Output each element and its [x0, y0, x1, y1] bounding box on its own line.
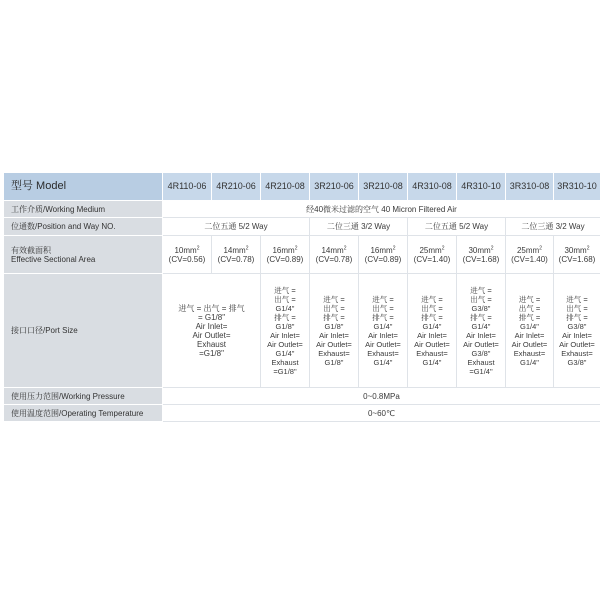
port-line: Exhaust	[197, 339, 226, 349]
port-size-cell	[310, 274, 359, 388]
sectional-area-cell	[261, 236, 310, 274]
port-line: 出气 =	[421, 303, 443, 313]
port-line: =G1/4"	[469, 366, 493, 376]
port-line: Air Outlet=	[267, 339, 303, 349]
cv-value: (CV=1.40)	[511, 254, 548, 264]
port-line: Exhaust	[271, 357, 299, 367]
working-medium-row	[4, 201, 600, 218]
model-cell: 3R210-08	[359, 173, 408, 201]
operating-temperature-value: 0~60℃	[163, 405, 600, 422]
port-line: 进气 =	[566, 294, 588, 304]
port-size-cell	[359, 274, 408, 388]
area-value: 30mm	[468, 245, 491, 255]
sectional-area-label-cn: 有效截面积	[11, 245, 51, 255]
port-line: G3/8"	[471, 348, 491, 358]
model-cell: 4R210-06	[212, 173, 261, 201]
area-unit-sup: 2	[490, 244, 494, 251]
port-line: 排气 =	[421, 312, 443, 322]
port-line: 进气 =	[323, 294, 345, 304]
port-line: Air Outlet=	[463, 339, 499, 349]
port-line: 出气 =	[372, 303, 394, 313]
port-line: 进气 =	[518, 294, 541, 304]
cv-value: (CV=0.89)	[266, 254, 304, 264]
area-unit-sup: 2	[586, 244, 590, 251]
port-line: 进气 =	[470, 285, 492, 295]
working-medium-value: 经40微米过滤的空气 40 Micron Filtered Air	[163, 201, 600, 218]
area-value: 25mm	[419, 245, 442, 255]
port-line: G1/4"	[373, 357, 393, 367]
port-line: Exhaust=	[367, 348, 399, 358]
port-size-cell	[163, 274, 261, 388]
port-line: G1/4"	[520, 357, 539, 367]
cv-value: (CV=1.68)	[558, 254, 596, 264]
port-line: = G1/8"	[197, 312, 226, 322]
port-line: G1/8"	[324, 357, 344, 367]
cv-value: (CV=1.40)	[413, 254, 451, 264]
port-line: Air Inlet=	[270, 330, 300, 340]
port-line: G1/4"	[520, 321, 539, 331]
port-line: Exhaust=	[318, 348, 350, 358]
working-pressure-row	[4, 388, 600, 405]
port-line: 排气 =	[372, 312, 394, 322]
port-line: Exhaust=	[416, 348, 448, 358]
position-way-group: 二位五通 5/2 Way	[163, 218, 310, 236]
area-unit-sup: 2	[294, 244, 298, 251]
model-cell: 4R110-06	[163, 173, 212, 201]
operating-temperature-row	[4, 405, 600, 422]
port-line: G1/4"	[422, 321, 442, 331]
port-line: G1/4"	[471, 321, 491, 331]
area-value: 14mm	[223, 245, 246, 255]
port-line: 进气 = 出气 = 排气	[178, 303, 245, 313]
port-line: Air Inlet=	[466, 330, 496, 340]
sectional-area-row	[4, 236, 600, 274]
port-line: 进气 =	[274, 285, 296, 295]
port-line: G1/8"	[275, 321, 295, 331]
sectional-area-cell	[163, 236, 212, 274]
model-cell: 4R310-08	[408, 173, 457, 201]
area-value: 16mm	[370, 245, 393, 255]
port-line: Air Inlet=	[195, 321, 228, 331]
port-line: G1/4"	[275, 303, 295, 313]
area-value: 10mm	[174, 245, 197, 255]
area-unit-sup: 2	[539, 244, 542, 251]
sectional-area-label	[4, 236, 163, 274]
sectional-area-cell	[212, 236, 261, 274]
area-value: 25mm	[516, 245, 540, 255]
port-size-row	[4, 274, 600, 388]
port-line: G1/4"	[373, 321, 393, 331]
port-line: Air Inlet=	[319, 330, 349, 340]
port-line: Air Inlet=	[514, 330, 545, 340]
model-cell: 3R310-10	[554, 173, 600, 201]
cv-value: (CV=1.68)	[462, 254, 500, 264]
port-line: 排气 =	[566, 312, 588, 322]
model-cell: 4R210-08	[261, 173, 310, 201]
cv-value: (CV=0.56)	[168, 254, 206, 264]
port-line: 出气 =	[274, 294, 296, 304]
spec-table	[3, 172, 600, 422]
port-line: Air Inlet=	[368, 330, 398, 340]
port-line: Air Inlet=	[562, 330, 592, 340]
area-unit-sup: 2	[343, 244, 347, 251]
model-cell: 3R310-08	[506, 173, 554, 201]
working-pressure-label: 使用压力范围/Working Pressure	[4, 388, 163, 405]
port-size-label: 接口口径/Port Size	[4, 274, 163, 388]
position-way-label: 位通数/Position and Way NO.	[4, 218, 163, 236]
port-line: =G1/8"	[273, 366, 297, 376]
port-size-cell	[261, 274, 310, 388]
working-pressure-value: 0~0.8MPa	[163, 388, 600, 405]
port-line: G1/8"	[324, 321, 344, 331]
port-line: Air Outlet=	[316, 339, 352, 349]
port-line: G3/8"	[471, 303, 491, 313]
port-size-cell	[457, 274, 506, 388]
working-medium-label: 工作介质/Working Medium	[4, 201, 163, 218]
port-size-cell	[506, 274, 554, 388]
sectional-area-cell	[359, 236, 408, 274]
sectional-area-cell	[554, 236, 600, 274]
port-line: 进气 =	[372, 294, 394, 304]
port-line: Air Outlet=	[365, 339, 401, 349]
area-unit-sup: 2	[392, 244, 396, 251]
model-cell: 3R210-06	[310, 173, 359, 201]
cv-value: (CV=0.78)	[315, 254, 353, 264]
port-line: 排气 =	[274, 312, 296, 322]
sectional-area-cell	[457, 236, 506, 274]
port-line: Air Outlet=	[511, 339, 548, 349]
position-way-group: 二位五通 5/2 Way	[408, 218, 506, 236]
port-line: G1/4"	[422, 357, 442, 367]
port-line: Exhaust=	[561, 348, 593, 358]
area-unit-sup: 2	[245, 244, 249, 251]
area-value: 16mm	[272, 245, 295, 255]
port-line: Air Outlet=	[559, 339, 595, 349]
port-line: Air Outlet=	[414, 339, 450, 349]
port-line: 出气 =	[518, 303, 541, 313]
cv-value: (CV=0.89)	[364, 254, 402, 264]
port-line: G3/8"	[567, 357, 587, 367]
area-value: 30mm	[564, 245, 587, 255]
port-line: Air Outlet=	[192, 330, 231, 340]
position-way-row	[4, 218, 600, 236]
area-value: 14mm	[321, 245, 344, 255]
position-way-group: 二位三通 3/2 Way	[310, 218, 408, 236]
port-line: 出气 =	[470, 294, 492, 304]
sectional-area-cell	[506, 236, 554, 274]
area-unit-sup: 2	[196, 244, 200, 251]
area-unit-sup: 2	[441, 244, 445, 251]
port-line: G3/8"	[567, 321, 587, 331]
port-line: Exhaust=	[513, 348, 546, 358]
sectional-area-cell	[408, 236, 457, 274]
sectional-area-label-en: Effective Sectional Area	[11, 254, 96, 264]
sectional-area-cell	[310, 236, 359, 274]
operating-temperature-label: 使用温度范围/Operating Temperature	[4, 405, 163, 422]
model-cell: 4R310-10	[457, 173, 506, 201]
port-line: 排气 =	[323, 312, 345, 322]
port-size-cell	[408, 274, 457, 388]
position-way-group: 二位三通 3/2 Way	[506, 218, 600, 236]
cv-value: (CV=0.78)	[217, 254, 255, 264]
model-label: 型号 Model	[4, 173, 163, 201]
port-size-cell	[554, 274, 600, 388]
port-line: G1/4"	[275, 348, 295, 358]
header-row	[4, 173, 600, 201]
port-line: 排气 =	[518, 312, 541, 322]
port-line: 进气 =	[421, 294, 443, 304]
port-line: 出气 =	[566, 303, 588, 313]
port-line: 排气 =	[470, 312, 492, 322]
port-line: Air Inlet=	[417, 330, 447, 340]
port-line: Exhaust	[467, 357, 495, 367]
port-line: 出气 =	[323, 303, 345, 313]
port-line: =G1/8"	[199, 348, 224, 358]
